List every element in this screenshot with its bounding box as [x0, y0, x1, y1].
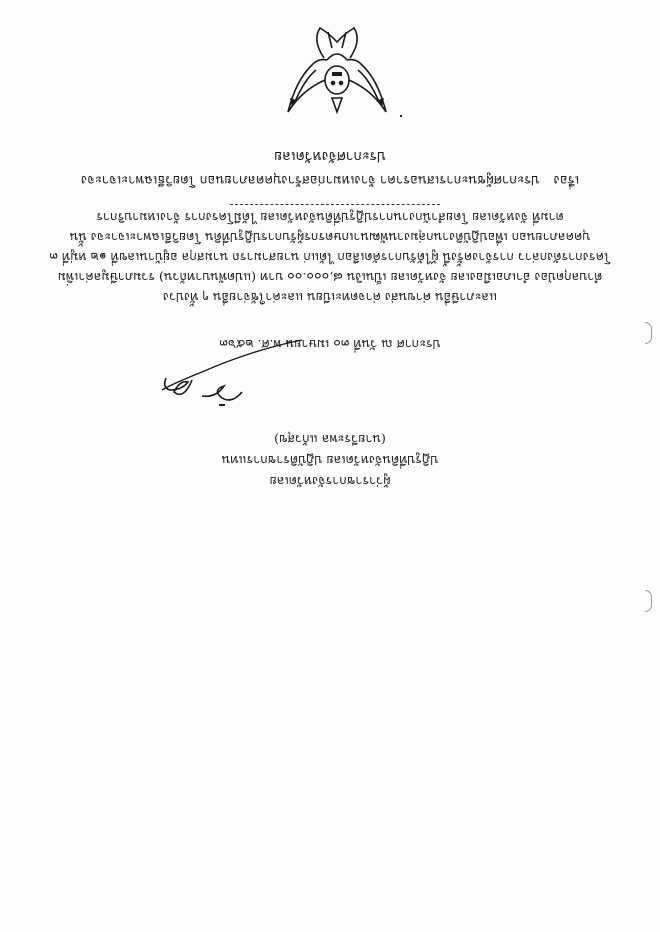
body-line: และภาษีอื่น ค่าขนส่ง ค่าจดทะเบียน และค่าใช้จ่ายอื่น ๆ ทั้งปวง [162, 290, 498, 305]
subject-text: ประกาศผู้ชนะการเสนอราคา จ้างเหมาก่อสร้างบุคคลภายนอก โดยวิธีเฉพาะเจาะจง [80, 172, 540, 187]
scan-speck [219, 404, 225, 406]
signer-position: ผู้ว่าราชการจังหวัดเลย [269, 474, 391, 489]
body-line: บุคคลภายนอก เพื่อปฏิบัติงานกลุ่มงานพัฒนาเกษตรกรผู้รับการปฏิรูปที่ดิน โดยวิธีเฉพาะเจาะจง นั้น [69, 230, 591, 245]
body-line: ตามที่ จังหวัดเลย โดยสำนักงานการปฏิรูปที่ดินจังหวัดเลย ได้มีโครงการ จ้างเหมาบริการ [96, 210, 564, 225]
divider [230, 204, 440, 205]
signer-position: ปฏิรูปที่ดินจังหวัดเลย ปฏิบัติราชการแทน [221, 453, 439, 468]
signer-name: (นายวีระพล แก้วสุข) [274, 432, 386, 447]
binding-hole [645, 590, 652, 612]
scan-speck [400, 115, 402, 117]
organization-title: ประกาศจังหวัดเลย [274, 148, 386, 164]
date-line: ประกาศ ณ วันที่ ๓๐ เมษายน พ.ศ. ๒๕๖๓ [219, 337, 441, 352]
binding-hole [645, 322, 652, 344]
subject-label: เรื่อง [553, 172, 580, 187]
garuda-emblem-icon [282, 20, 392, 120]
signature-icon [142, 330, 312, 420]
subject-line [0, 170, 660, 191]
body-line: โครงการดังกล่าว การจ้างครั้งนี้ ผู้ได้รับการคัดเลือก ได้แก่ นายสามารถ นามสกุล อยู่บ้านเลขที่ ๑๒ หมู่ที่ ๓ [49, 250, 611, 265]
body-line: ตำบลกุดป่อง อำเภอเมืองเลย จังหวัดเลย เป็นเงิน ๘,๐๐๐.๐๐ บาท (แปดพันบาทถ้วน) รวมภาษีมูลค่าเพิ่ม [57, 270, 603, 285]
